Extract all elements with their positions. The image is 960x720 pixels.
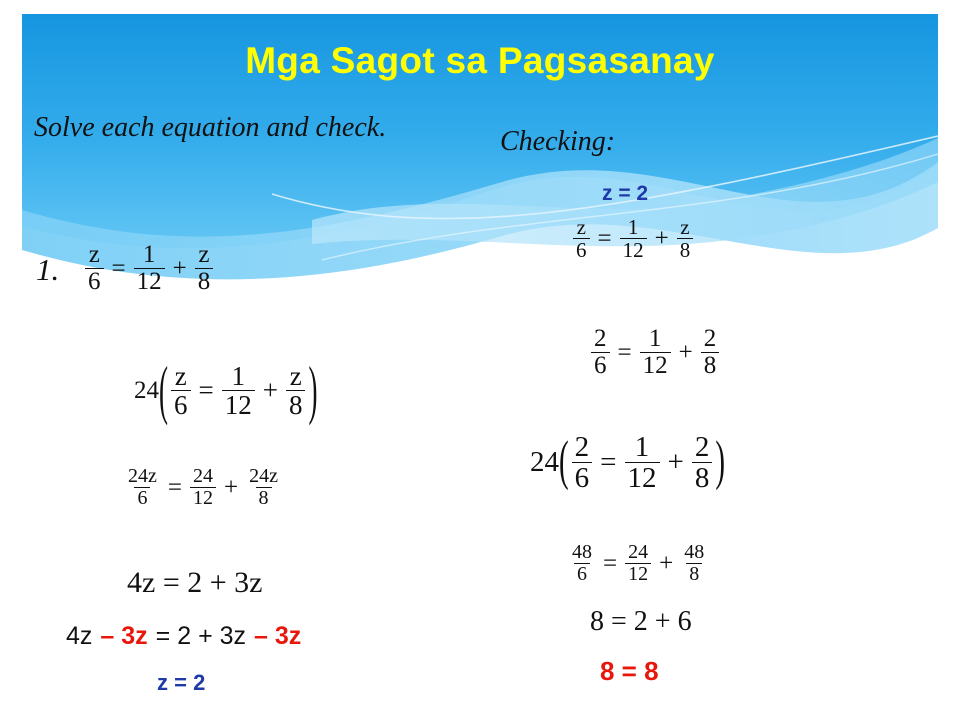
plus-sign: + [172, 254, 187, 282]
right-equation-4 [566, 542, 710, 585]
open-paren: ( [159, 352, 168, 427]
term-c: = 2 + 3z [155, 622, 247, 650]
left-equation-3 [122, 466, 284, 509]
right-equation-3 [530, 432, 725, 494]
fraction: $\frac{z}{8}$ [195, 242, 214, 296]
fraction: $\frac{24}{12}$ [190, 466, 216, 509]
close-paren: ) [715, 431, 726, 493]
fraction: $\frac{z}{6}$ [573, 216, 590, 261]
right-equation-5: 8 = 2 + 6 [590, 606, 692, 637]
plus-sign: + [224, 473, 239, 501]
multiplier: 24 [530, 446, 559, 479]
term-subtract-red-2: – 3z [254, 622, 302, 650]
page-title: Mga Sagot sa Pagsasanay [245, 40, 715, 81]
fraction: $\frac{2}{6}$ [591, 326, 610, 380]
left-equation-1 [82, 242, 216, 296]
fraction: $\frac{1}{12}$ [625, 432, 660, 494]
plus-sign: + [659, 549, 674, 577]
equals-sign: = [617, 338, 632, 366]
fraction: $\frac{z}{6}$ [85, 242, 104, 296]
fraction: $\frac{1}{12}$ [222, 362, 255, 420]
slide [22, 14, 938, 706]
right-answer: 8 = 8 [600, 656, 659, 686]
close-paren: ) [308, 352, 318, 427]
term-a: 4z [66, 622, 93, 650]
left-equation-5 [66, 622, 301, 651]
fraction: $\frac{2}{8}$ [701, 326, 720, 380]
plus-sign: + [667, 446, 684, 479]
equals-sign: = [111, 254, 126, 282]
equals-sign: = [198, 375, 214, 406]
fraction: $\frac{24z}{8}$ [249, 465, 278, 509]
equals-sign: = [167, 473, 182, 501]
checking-z-value: z = 2 [602, 182, 649, 205]
plus-sign: + [678, 338, 693, 366]
instruction-text: Solve each equation and check. [34, 112, 387, 143]
fraction: $\frac{1}{12}$ [134, 242, 165, 296]
plus-sign: + [654, 224, 669, 252]
fraction: $\frac{24z}{6}$ [128, 465, 157, 509]
fraction: $\frac{z}{8}$ [677, 216, 694, 261]
fraction: $\frac{2}{6}$ [572, 432, 593, 494]
equals-sign: = [600, 446, 617, 479]
left-answer: z = 2 [157, 670, 206, 695]
fraction: $\frac{z}{6}$ [171, 362, 191, 420]
item-number: 1. [36, 252, 60, 287]
left-equation-4: 4z = 2 + 3z [127, 566, 263, 599]
right-equation-1 [570, 216, 696, 261]
checking-label: Checking: [500, 126, 616, 157]
left-equation-2 [134, 352, 318, 427]
fraction: $\frac{48}{8}$ [684, 541, 705, 585]
equals-sign: = [603, 549, 618, 577]
fraction: $\frac{1}{12}$ [620, 216, 647, 261]
right-equation-2 [588, 326, 722, 380]
term-subtract-red: – 3z [100, 622, 148, 650]
open-paren: ( [559, 431, 569, 493]
multiplier: 24 [134, 376, 159, 404]
fraction: $\frac{2}{8}$ [692, 432, 713, 494]
fraction: $\frac{24}{12}$ [625, 542, 651, 585]
fraction: $\frac{48}{6}$ [572, 541, 592, 585]
equals-sign: = [597, 224, 612, 252]
plus-sign: + [262, 375, 278, 406]
fraction: $\frac{1}{12}$ [640, 326, 671, 380]
fraction: $\frac{z}{8}$ [286, 362, 306, 420]
